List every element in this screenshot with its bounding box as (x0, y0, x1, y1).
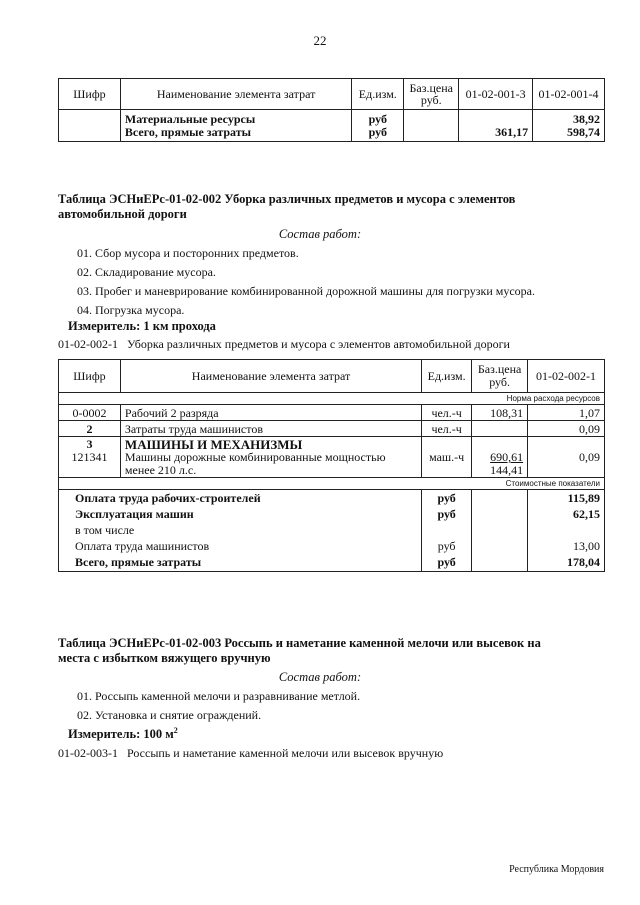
table-row: 2 Затраты труда машинистов чел.-ч 0,09 (59, 421, 605, 437)
table-1 (58, 78, 605, 142)
works-list (77, 244, 535, 320)
header-base-price: Баз.цена руб. (472, 360, 528, 393)
list-item: 02. Складирование мусора. (77, 265, 216, 279)
works-list (77, 687, 360, 725)
header-col-3: 01-02-001-3 (459, 79, 533, 110)
row-unit: руб (352, 110, 404, 127)
table-row (59, 126, 605, 142)
header-unit: Ед.изм. (422, 360, 472, 393)
list-item: 03. Пробег и маневрирование комбинированной дорожной машины для погрузки мусора. (77, 284, 535, 298)
works-title: Состав работ: (278, 227, 362, 241)
list-item: 02. Установка и снятие ограждений. (77, 708, 262, 722)
cost-row: Эксплуатация машин руб 62,15 (59, 505, 605, 521)
table-row: 121341 Машины дорожные комбинированные мощностью менее 210 л.с. маш.-ч 690,61 144,41 0,09 (59, 451, 605, 478)
code-line: 01-02-002-1 Уборка различных предметов и мусора с элементов автомобильной дороги (58, 337, 510, 351)
meter-label: Измеритель: 100 $м^2$ (68, 725, 178, 741)
header-code: Шифр (59, 360, 121, 393)
header-name: Наименование элемента затрат (120, 360, 421, 393)
header-col-4: 01-02-001-4 (533, 79, 605, 110)
list-item: 01. Сбор мусора и посторонних предметов. (77, 246, 299, 260)
cost-label-row (59, 478, 605, 490)
table-row (59, 110, 605, 127)
cost-row: в том числе (59, 521, 605, 537)
cost-row: Оплата труда машинистов руб 13,00 (59, 537, 605, 553)
footer-region: Республика Мордовия (509, 864, 604, 875)
section-title: Таблица ЭСНиЕРс-01-02-002 Уборка различных предметов и мусора с элементов автомобильной дороги (58, 192, 516, 221)
table-header (59, 79, 605, 110)
section-title: Таблица ЭСНиЕРс-01-02-003 Россыпь и наметание каменной мелочи или высевок на места с избытком вяжущего вручную (58, 636, 541, 665)
table-row: 0-0002 Рабочий 2 разряда чел.-ч 108,31 1,07 (59, 405, 605, 421)
norm-label: Норма расхода ресурсов (59, 393, 605, 405)
code-line: 01-02-003-1 Россыпь и наметание каменной мелочи или высевок вручную (58, 746, 444, 760)
cost-label: Стоимостные показатели (59, 478, 605, 490)
row-value: 38,92 (533, 110, 605, 127)
cost-row: Оплата труда рабочих-строителей руб 115,89 (59, 490, 605, 506)
list-item: 04. Погрузка мусора. (77, 303, 185, 317)
table-2 (58, 359, 605, 572)
table-header (59, 360, 605, 393)
meter-label: Измеритель: 1 км прохода (68, 319, 216, 333)
norm-label-row (59, 393, 605, 405)
header-base-price: Баз.цена руб. (404, 79, 459, 110)
list-item: 01. Россыпь каменной мелочи и разравнивание метлой. (77, 689, 361, 703)
row-unit: руб (352, 126, 404, 142)
works-title: Состав работ: (278, 670, 362, 684)
row-value: 598,74 (533, 126, 605, 142)
page-number: 22 (313, 33, 327, 48)
row-name: Материальные ресурсы (120, 110, 351, 127)
header-unit: Ед.изм. (352, 79, 404, 110)
row-name: Всего, прямые затраты (120, 126, 351, 142)
cost-row: Всего, прямые затраты руб 178,04 (59, 553, 605, 572)
row-value: 361,17 (459, 126, 533, 142)
header-code: Шифр (59, 79, 121, 110)
header-col: 01-02-002-1 (528, 360, 605, 393)
header-name: Наименование элемента затрат (120, 79, 351, 110)
table-row: 3 МАШИНЫ И МЕХАНИЗМЫ (59, 437, 605, 452)
